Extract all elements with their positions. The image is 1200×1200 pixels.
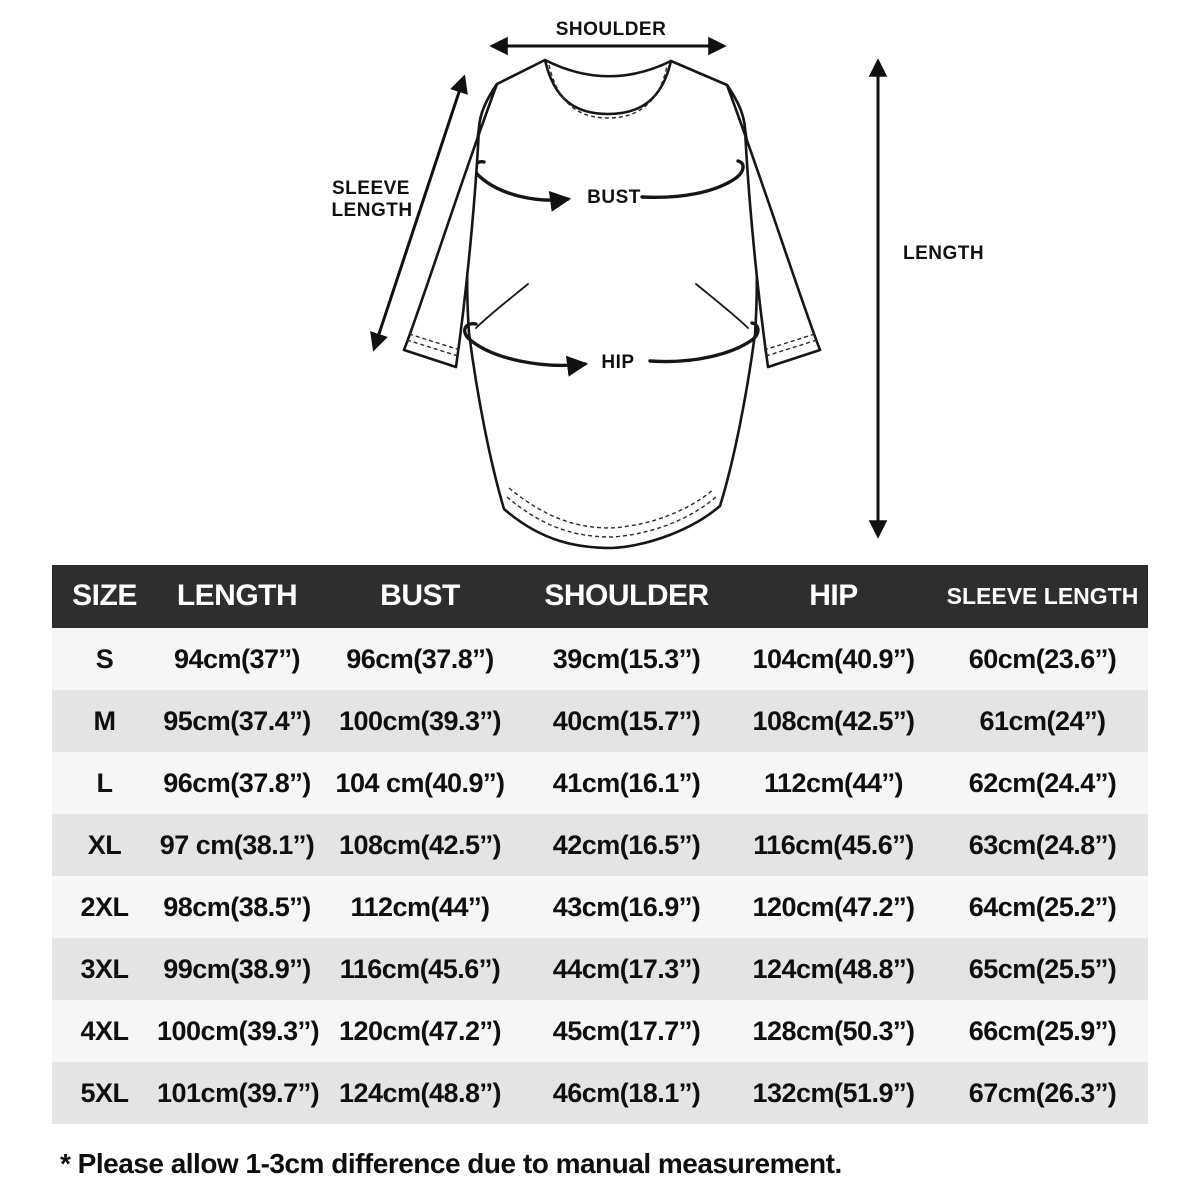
measurement-cell: 94cm(37’’) xyxy=(173,643,301,674)
header-length: LENGTH xyxy=(157,565,317,628)
measurement-cell: 43cm(16.9’’) xyxy=(552,891,701,922)
measurement-cell: 39cm(15.3’’) xyxy=(552,643,701,674)
header-sleeve-length: SLEEVE LENGTH xyxy=(937,565,1148,628)
measurement-cell: 100cm(39.3’’) xyxy=(157,1015,320,1046)
size-cell: 5XL xyxy=(80,1077,129,1108)
garment-measurement-diagram xyxy=(0,0,1200,560)
header-bust: BUST xyxy=(317,565,523,628)
measurement-cell: 124cm(48.8’’) xyxy=(338,1077,502,1108)
size-chart-table xyxy=(52,565,1148,1124)
measurement-note: * Please allow 1-3cm difference due to manual measurement. xyxy=(60,1148,842,1179)
table-row xyxy=(52,814,1148,876)
table-row xyxy=(52,690,1148,752)
table-row xyxy=(52,628,1148,690)
measurement-cell: 64cm(25.2’’) xyxy=(968,891,1117,922)
shoulder-label: SHOULDER xyxy=(555,19,667,40)
size-cell: L xyxy=(96,767,113,798)
table-row xyxy=(52,938,1148,1000)
size-table-body xyxy=(52,628,1148,1124)
measurement-cell: 62cm(24.4’’) xyxy=(968,767,1117,798)
garment-outline xyxy=(467,60,757,548)
measurement-cell: 124cm(48.8’’) xyxy=(752,953,915,984)
measurement-cell: 104cm(40.9’’) xyxy=(752,643,915,674)
size-cell: XL xyxy=(87,829,122,860)
measurement-cell: 112cm(44’’) xyxy=(350,891,490,922)
measurement-cell: 116cm(45.6’’) xyxy=(339,953,501,984)
size-cell: 3XL xyxy=(80,953,129,984)
measurement-cell: 120cm(47.2’’) xyxy=(338,1015,502,1046)
measurement-cell: 101cm(39.7’’) xyxy=(157,1077,320,1108)
size-cell: 4XL xyxy=(80,1015,129,1046)
table-header-row xyxy=(52,565,1148,628)
measurement-cell: 95cm(37.4’’) xyxy=(163,705,311,736)
measurement-cell: 40cm(15.7’’) xyxy=(552,705,701,736)
measurement-cell: 100cm(39.3’’) xyxy=(338,705,502,736)
measurement-cell: 67cm(26.3’’) xyxy=(968,1077,1117,1108)
size-cell: S xyxy=(95,643,114,674)
header-hip: HIP xyxy=(730,565,937,628)
measurement-cell: 44cm(17.3’’) xyxy=(552,953,701,984)
measurement-cell: 63cm(24.8’’) xyxy=(968,829,1117,860)
table-row xyxy=(52,752,1148,814)
measurement-cell: 104 cm(40.9’’) xyxy=(335,767,505,798)
measurement-cell: 96cm(37.8’’) xyxy=(163,767,311,798)
measurement-cell: 65cm(25.5’’) xyxy=(968,953,1117,984)
sleeve-length-label-line1: SLEEVE xyxy=(332,178,410,199)
table-row xyxy=(52,876,1148,938)
measurement-cell: 108cm(42.5’’) xyxy=(338,829,502,860)
size-cell: 2XL xyxy=(80,891,129,922)
sleeve-length-label-line2: LENGTH xyxy=(331,200,413,221)
table-row xyxy=(52,1000,1148,1062)
bust-label: BUST xyxy=(587,187,641,208)
measurement-cell: 66cm(25.9’’) xyxy=(968,1015,1117,1046)
size-cell: M xyxy=(93,705,116,736)
measurement-cell: 46cm(18.1’’) xyxy=(552,1077,701,1108)
measurement-cell: 116cm(45.6’’) xyxy=(753,829,914,860)
measurement-cell: 128cm(50.3’’) xyxy=(752,1015,915,1046)
length-label: LENGTH xyxy=(903,243,985,264)
measurement-cell: 120cm(47.2’’) xyxy=(752,891,915,922)
measurement-cell: 97 cm(38.1’’) xyxy=(159,829,315,860)
measurement-cell: 108cm(42.5’’) xyxy=(752,705,915,736)
measurement-cell: 61cm(24’’) xyxy=(979,705,1106,736)
measurement-cell: 112cm(44’’) xyxy=(763,767,904,798)
hip-label: HIP xyxy=(601,352,635,373)
measurement-cell: 45cm(17.7’’) xyxy=(552,1015,701,1046)
measurement-cell: 42cm(16.5’’) xyxy=(552,829,701,860)
measurement-cell: 41cm(16.1’’) xyxy=(552,767,701,798)
header-shoulder: SHOULDER xyxy=(523,565,730,628)
measurement-cell: 132cm(51.9’’) xyxy=(752,1077,915,1108)
measurement-cell: 96cm(37.8’’) xyxy=(346,643,494,674)
measurement-cell: 99cm(38.9’’) xyxy=(163,953,311,984)
header-size: SIZE xyxy=(52,565,157,628)
measurement-cell: 60cm(23.6’’) xyxy=(968,643,1117,674)
measurement-cell: 98cm(38.5’’) xyxy=(163,891,311,922)
table-row xyxy=(52,1062,1148,1124)
